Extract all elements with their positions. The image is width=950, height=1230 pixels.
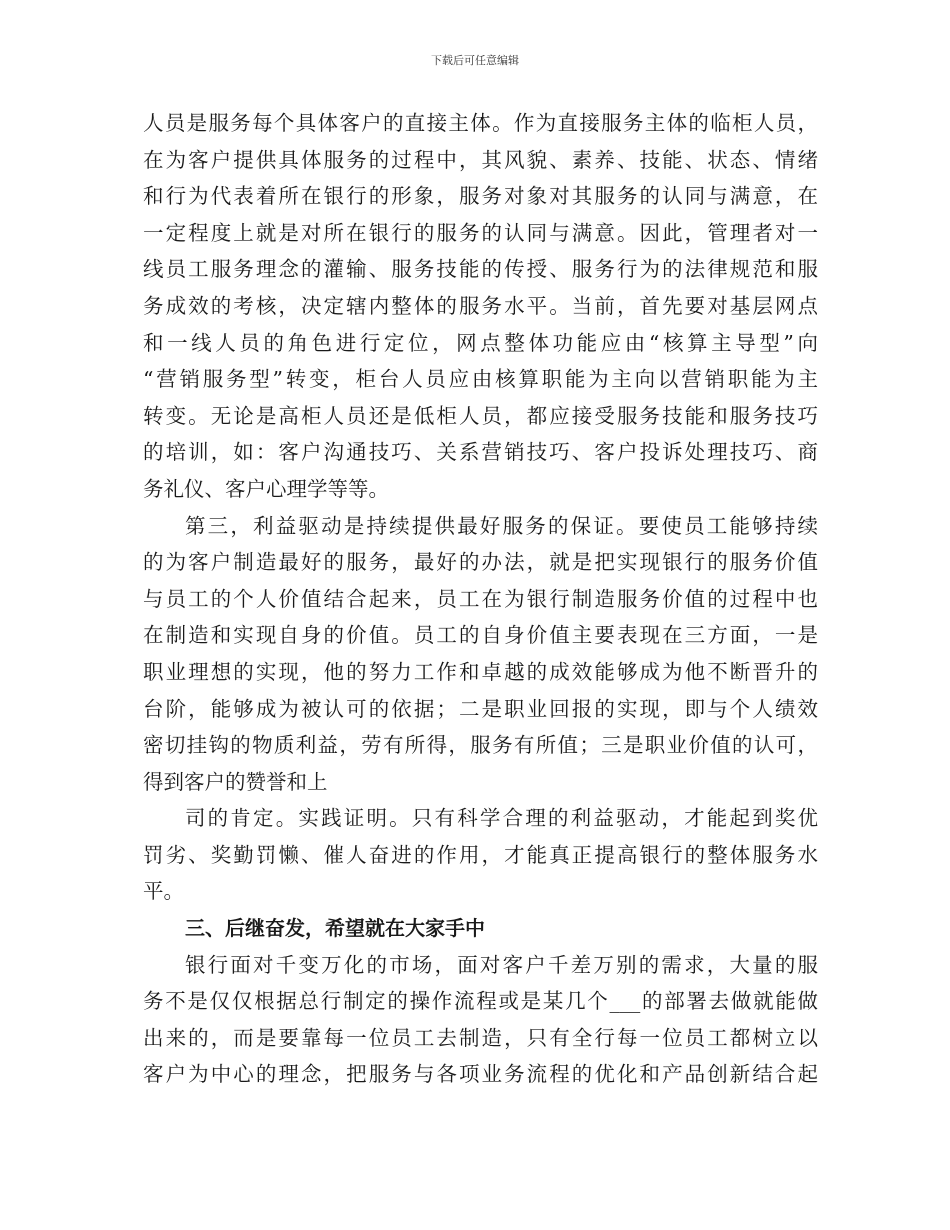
text-line: 人员是服务每个具体客户的直接主体。作为直接服务主体的临柜人员， xyxy=(143,111,818,135)
text-line: 客户为中心的理念，把服务与各项业务流程的优化和产品创新结合起 xyxy=(143,1062,818,1087)
text-line: “营销服务型”转变，柜台人员应由核算职能为主向以营销职能为主 xyxy=(143,367,818,392)
text-line: 一定程度上就是对所在银行的服务的认同与满意。因此，管理者对一 xyxy=(143,220,818,245)
section-heading: 三、后继奋发，希望就在大家手中 xyxy=(185,916,485,941)
page-header: 下载后可任意编辑 xyxy=(431,54,519,67)
text-line: 的为客户制造最好的服务，最好的办法，就是把实现银行的服务价值 xyxy=(143,550,818,575)
text-line: 转变。无论是高柜人员还是低柜人员，都应接受服务技能和服务技巧 xyxy=(143,403,818,428)
text-line: 和行为代表着所在银行的形象，服务对象对其服务的认同与满意，在 xyxy=(143,184,818,209)
text-line: 司的肯定。实践证明。只有科学合理的利益驱动，才能起到奖优 xyxy=(185,806,818,831)
text-line: 的培训，如：客户沟通技巧、关系营销技巧、客户投诉处理技巧、商 xyxy=(143,440,818,465)
text-line: 务不是仅仅根据总行制定的操作流程或是某几个___的部署去做就能做 xyxy=(143,989,818,1014)
text-line: 银行面对千变万化的市场，面对客户千差万别的需求，大量的服 xyxy=(185,952,818,977)
text-line: 得到客户的赞誉和上 xyxy=(143,769,328,794)
text-line: 密切挂钩的物质利益，劳有所得，服务有所值；三是职业价值的认可， xyxy=(143,733,818,758)
text-line: 与员工的个人价值结合起来，员工在为银行制造服务价值的过程中也 xyxy=(143,586,818,611)
text-line: 台阶，能够成为被认可的依据；二是职业回报的实现，即与个人绩效 xyxy=(143,696,818,721)
text-line: 职业理想的实现，他的努力工作和卓越的成效能够成为他不断晋升的 xyxy=(143,659,818,684)
text-line: 在制造和实现自身的价值。员工的自身价值主要表现在三方面，一是 xyxy=(143,623,818,648)
text-line: 和一线人员的角色进行定位，网点整体功能应由“核算主导型”向 xyxy=(143,330,818,355)
text-line: 线员工服务理念的灌输、服务技能的传授、服务行为的法律规范和服 xyxy=(143,257,818,282)
text-line: 务成效的考核，决定辖内整体的服务水平。当前，首先要对基层网点 xyxy=(143,293,818,318)
text-line: 罚劣、奖勤罚懒、催人奋进的作用，才能真正提高银行的整体服务水 xyxy=(143,842,818,867)
text-line: 在为客户提供具体服务的过程中，其风貌、素养、技能、状态、情绪 xyxy=(143,147,818,172)
text-line: 出来的，而是要靠每一位员工去制造，只有全行每一位员工都树立以 xyxy=(143,1025,818,1050)
text-line: 务礼仪、客户心理学等等。 xyxy=(143,476,389,501)
document-body xyxy=(143,105,818,1093)
text-line: 平。 xyxy=(143,879,184,904)
text-line: 第三，利益驱动是持续提供最好服务的保证。要使员工能够持续 xyxy=(185,513,818,538)
